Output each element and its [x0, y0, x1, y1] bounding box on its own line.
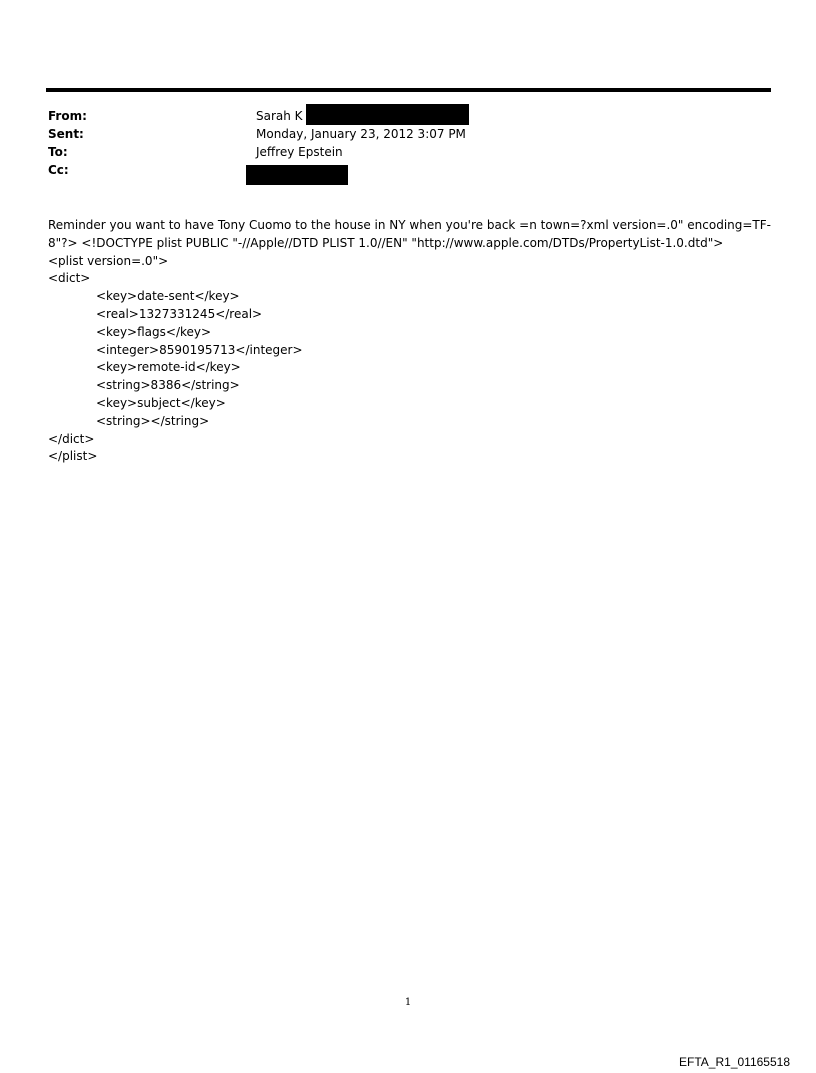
from-row: [48, 108, 768, 126]
to-label: To:: [48, 145, 68, 159]
from-value: Sarah K: [256, 109, 303, 123]
email-header: [48, 108, 768, 180]
body-line: <real>1327331245</real>: [96, 306, 263, 321]
body-line: <integer>8590195713</integer>: [96, 342, 303, 357]
body-line: <dict>: [48, 271, 91, 286]
cc-row: [48, 162, 768, 180]
body-line: <key>remote-id</key>: [96, 360, 241, 375]
body-line: <key>subject</key>: [96, 395, 226, 410]
body-line: <string>8386</string>: [96, 378, 240, 393]
body-line: <key>flags</key>: [96, 324, 212, 339]
body-line: <plist version=.0">: [48, 253, 169, 268]
bates-number: EFTA_R1_01165518: [679, 1055, 790, 1069]
body-line: </plist>: [48, 449, 98, 464]
sent-value: Monday, January 23, 2012 3:07 PM: [256, 127, 466, 141]
cc-label: Cc:: [48, 163, 69, 177]
body-line: <string></string>: [96, 413, 210, 428]
body-line: Reminder you want to have Tony Cuomo to the house in NY when you're back =n town=?xml version=.0" encoding=TF-: [48, 218, 771, 232]
to-value: Jeffrey Epstein: [256, 145, 343, 159]
email-body: [48, 217, 773, 466]
body-line: </dict>: [48, 431, 95, 446]
to-row: [48, 144, 768, 162]
body-line: 8"?> <!DOCTYPE plist PUBLIC "-//Apple//DTD PLIST 1.0//EN" "http://www.apple.com/DTDs/PropertyList-1.0.dtd">: [48, 235, 724, 250]
sent-label: Sent:: [48, 127, 84, 141]
page-number: 1: [404, 997, 412, 1008]
from-label: From:: [48, 109, 87, 123]
header-rule: [46, 88, 771, 92]
body-line: <key>date-sent</key>: [96, 289, 240, 304]
sent-row: [48, 126, 768, 144]
redaction-from: [306, 104, 469, 125]
redaction-cc: [246, 165, 348, 185]
